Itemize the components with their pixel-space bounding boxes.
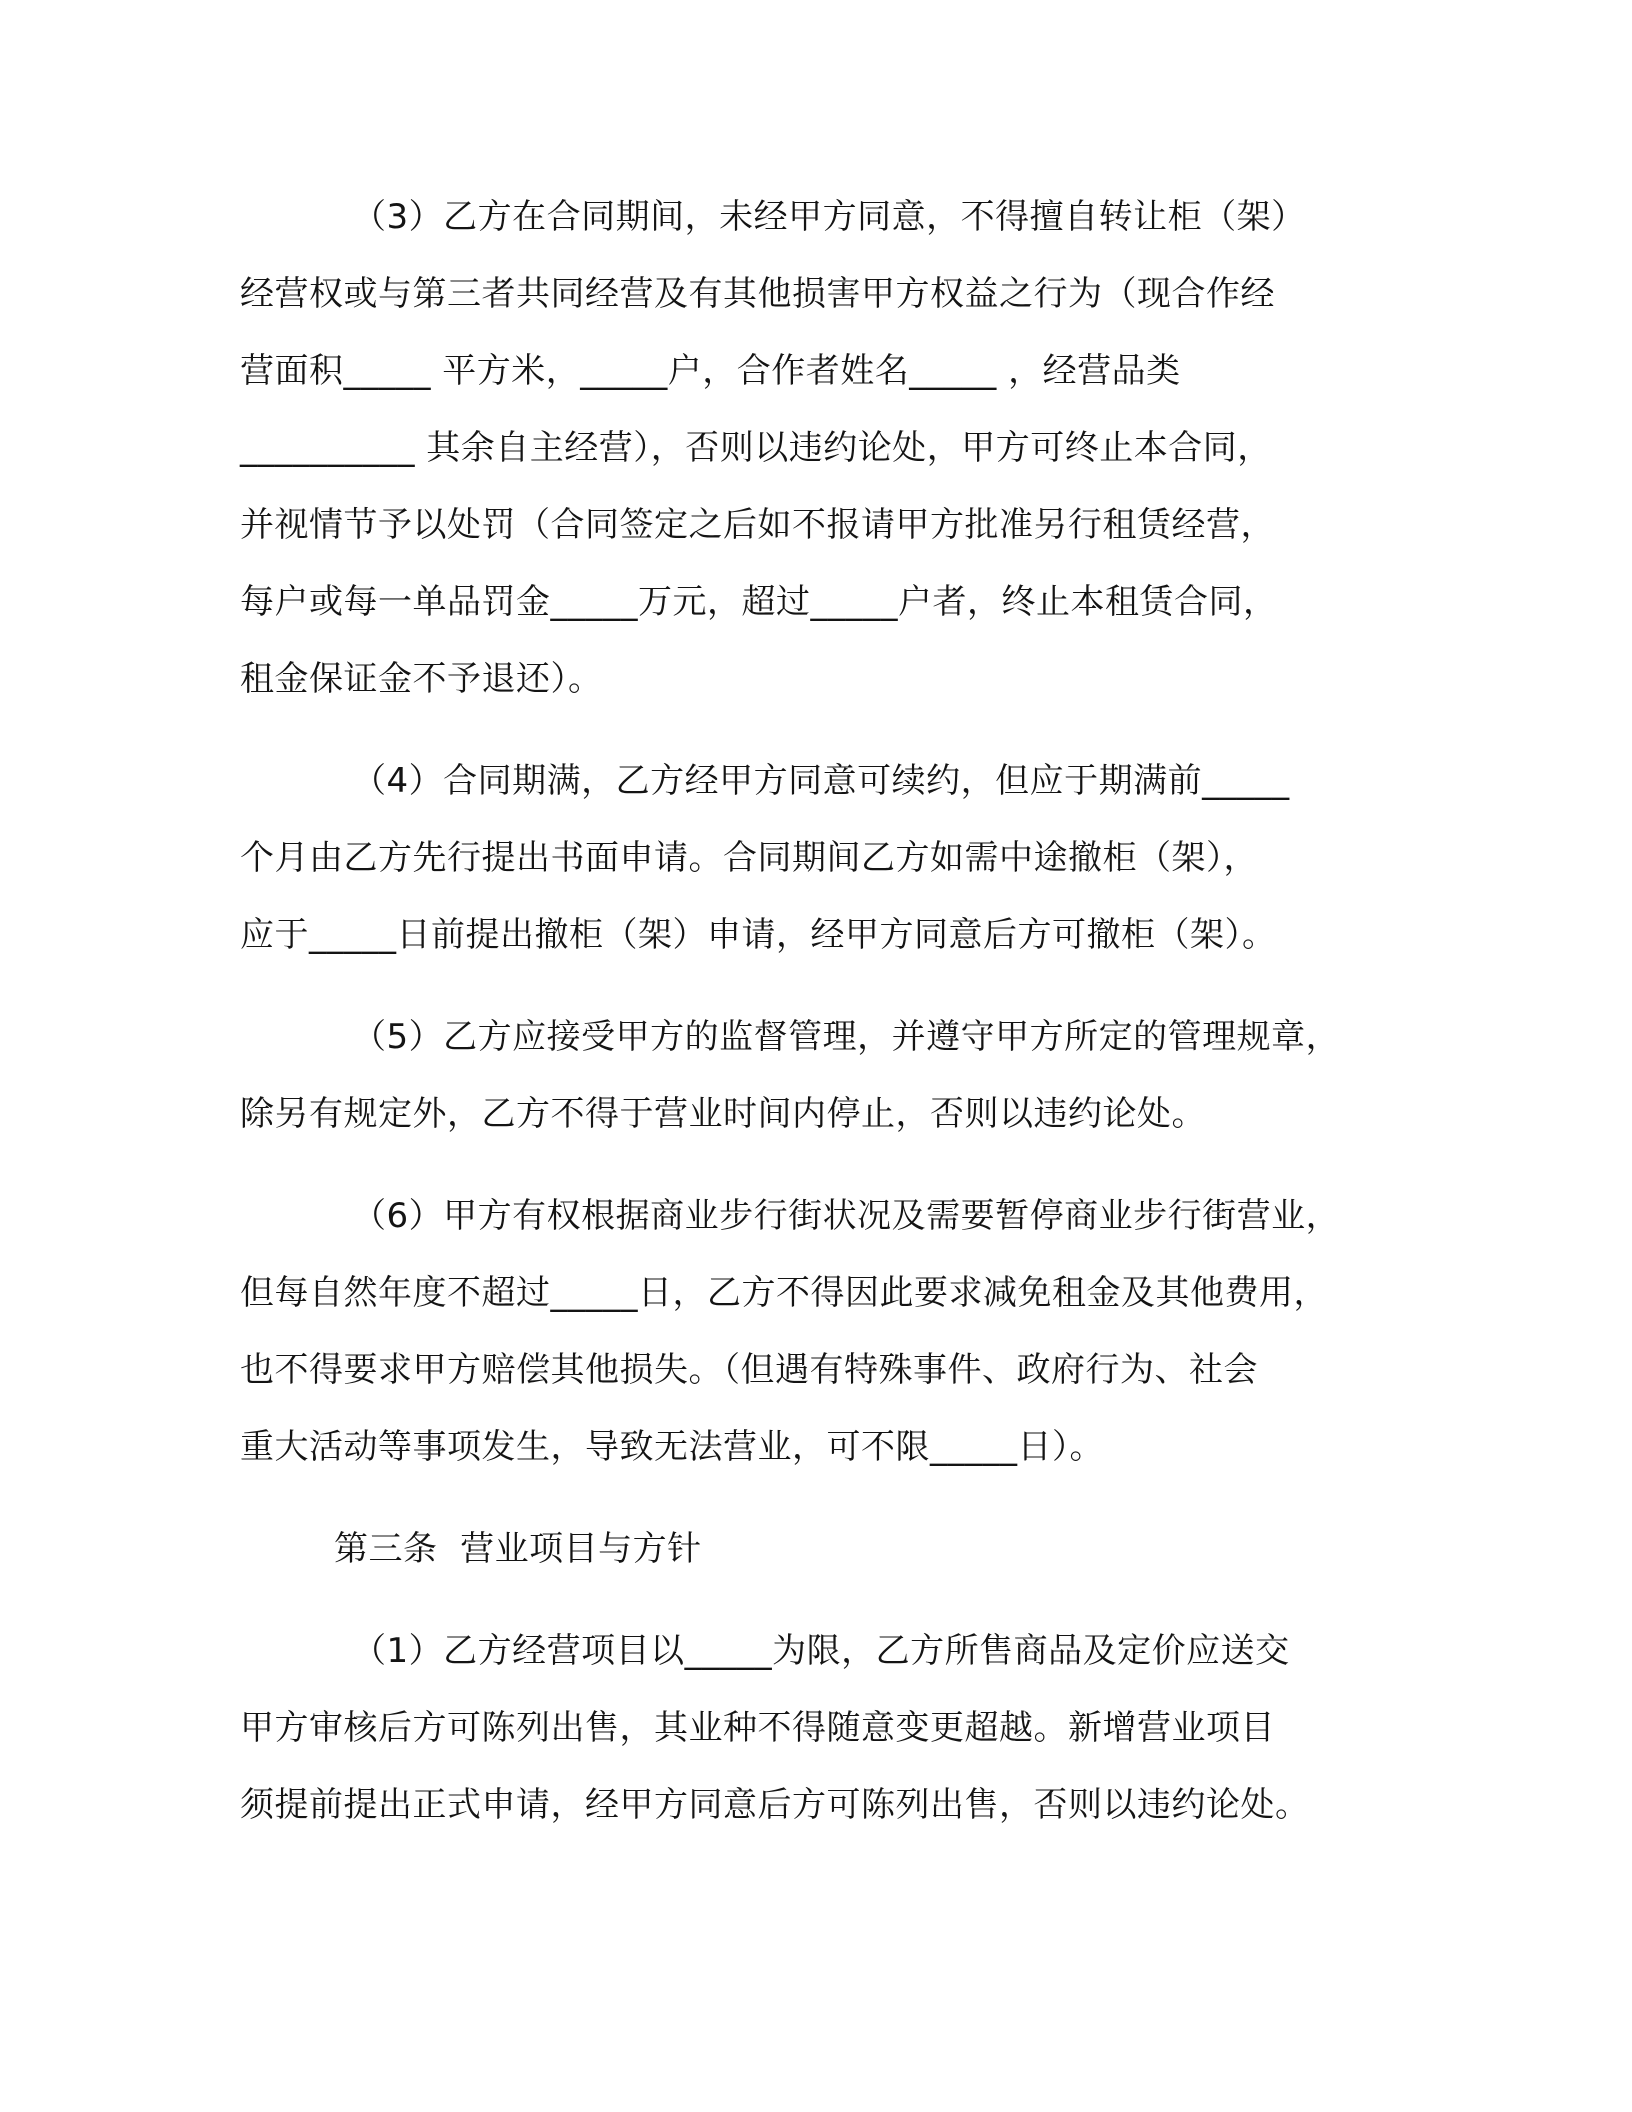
text-line: 每户或每一单品罚金_____万元，超过_____户者，终止本租赁合同， <box>240 582 1278 622</box>
text-line: 重大活动等事项发生，导致无法营业，可不限_____日）。 <box>240 1427 1104 1467</box>
text-line: 个月由乙方先行提出书面申请。合同期间乙方如需中途撤柜（架）， <box>240 838 1258 878</box>
text-line: 甲方审核后方可陈列出售，其业种不得随意变更超越。新增营业项目 <box>240 1708 1275 1748</box>
text-line: __________ 其余自主经营），否则以违约论处，甲方可终止本合同， <box>240 428 1272 468</box>
text-line: 并视情节予以处罚（合同签定之后如不报请甲方批准另行租赁经营， <box>240 505 1275 545</box>
text-line: （5）乙方应接受甲方的监督管理，并遵守甲方所定的管理规章， <box>352 1017 1341 1057</box>
text-line: （4）合同期满，乙方经甲方同意可续约，但应于期满前_____ <box>352 761 1290 801</box>
section-heading: 第三条 营业项目与方针 <box>334 1529 702 1569</box>
text-line: 经营权或与第三者共同经营及有其他损害甲方权益之行为（现合作经 <box>240 274 1275 314</box>
text-line: 除另有规定外，乙方不得于营业时间内停止，否则以违约论处。 <box>240 1094 1206 1134</box>
text-line: 应于_____日前提出撤柜（架）申请，经甲方同意后方可撤柜（架）。 <box>240 915 1277 955</box>
text-line: 但每自然年度不超过_____日，乙方不得因此要求减免租金及其他费用， <box>240 1273 1328 1313</box>
text-line: 营面积_____ 平方米，_____户，合作者姓名_____ ，经营品类 <box>240 351 1181 391</box>
text-line: （3）乙方在合同期间，未经甲方同意，不得擅自转让柜（架） <box>352 197 1306 237</box>
text-line: 须提前提出正式申请，经甲方同意后方可陈列出售，否则以违约论处。 <box>240 1785 1310 1825</box>
text-line: 也不得要求甲方赔偿其他损失。（但遇有特殊事件、政府行为、社会 <box>240 1350 1258 1390</box>
text-line: 租金保证金不予退还）。 <box>240 659 603 699</box>
text-line: （6）甲方有权根据商业步行街状况及需要暂停商业步行街营业， <box>352 1196 1341 1236</box>
text-line: （1）乙方经营项目以_____为限，乙方所售商品及定价应送交 <box>352 1631 1290 1671</box>
